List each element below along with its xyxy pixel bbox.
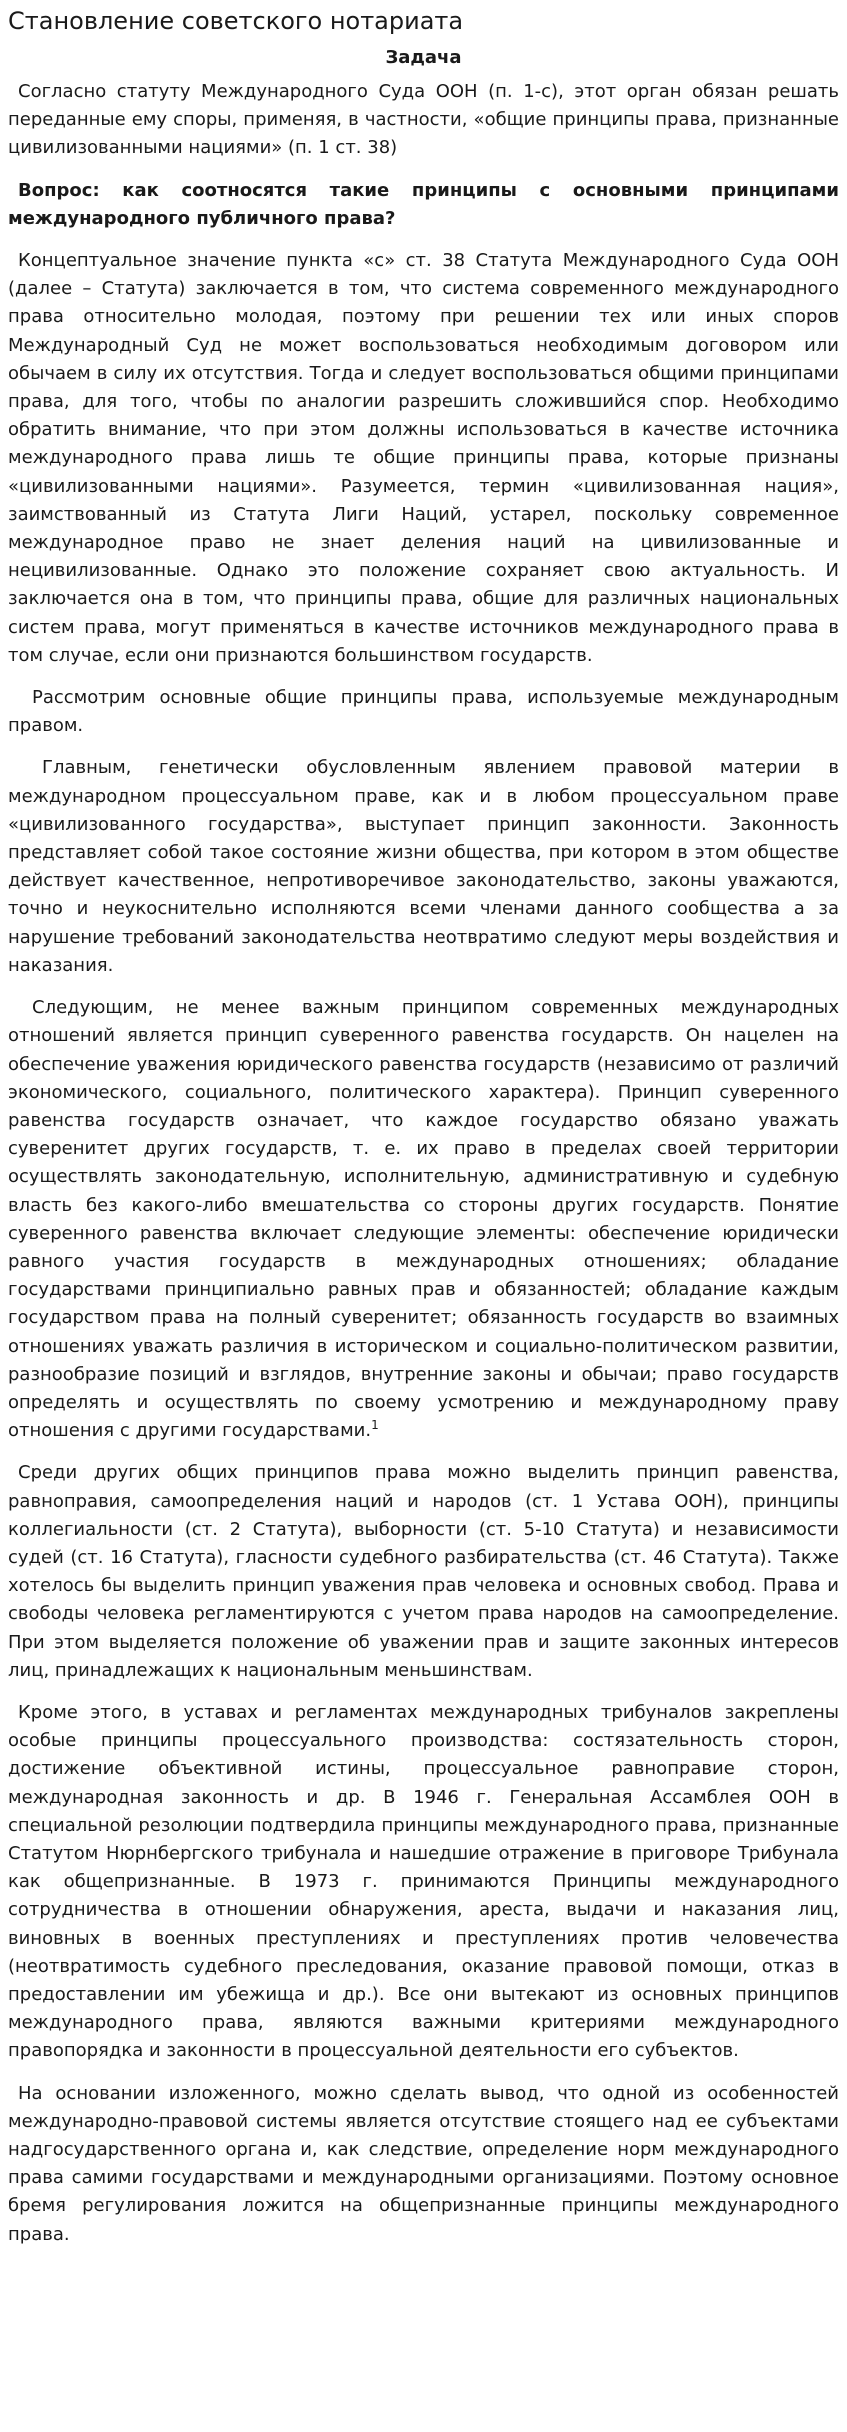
task-statement: Согласно статуту Международного Суда ООН (п. 1-с), этот орган обязан решать переданные ему споры, применяя, в частности, «общие принципы права, признанные цивилизованными нациями» (п. 1 ст. 38) [8, 81, 839, 159]
paragraph-concept: Концептуальное значение пункта «с» ст. 38 Статута Международного Суда ООН (далее – Статута) заключается в том, что система современного международного права относительно молодая, поэтому при решении тех или иных споров Международный Суд не может воспользоваться необходимым договором или обычаем в силу их отсутствия. Тогда и следует воспользоваться общими принципами права, для того, чтобы по аналогии разрешить сложившийся спор. Необходимо обратить внимание, что при этом должны использоваться в качестве источника международного права лишь те общие принципы права, которые признаны «цивилизованными нациями». Разумеется, термин «цивилизованная нация», заимствованный из Статута Лиги Наций, устарел, поскольку современное международное право не знает деления наций на цивилизованные и нецивилизованные. Однако это положение сохраняет свою актуальность. И заключается она в том, что принципы права, общие для различных национальных систем права, могут применяться в качестве источников международного права в том случае, если они признаются большинством государств. [8, 250, 839, 666]
task-question: Вопрос: как соотносятся такие принципы с основными принципами международного публичного права? [8, 179, 839, 229]
paragraph-intro-principles: Рассмотрим основные общие принципы права, используемые международным правом. [8, 687, 839, 737]
paragraph-legality: Главным, генетически обусловленным явлением правовой материи в международном процессуальном праве, как и в любом процессуальном праве «цивилизованного государства», выступает принцип законности. Законность представляет собой такое состояние жизни общества, при котором в этом обществе действует качественное, непротиворечивое законодательство, законы уважаются, точно и неукоснительно исполняются всеми членами данного сообщества а за нарушение требований законодательства неотвратимо следуют меры воздействия и наказания. [8, 757, 839, 976]
paragraph-other-principles: Среди других общих принципов права можно выделить принцип равенства, равноправия, самоопределения наций и народов (ст. 1 Устава ООН), принципы коллегиальности (ст. 2 Статута), выборности (ст. 5-10 Статута) и независимости судей (ст. 16 Статута), гласности судебного разбирательства (ст. 46 Статута). Также хотелось бы выделить принцип уважения прав человека и основных свобод. Права и свободы человека регламентируются с учетом права народов на самоопределение. При этом выделяется положение об уважении прав и защите законных интересов лиц, принадлежащих к национальным меньшинствам. [8, 1462, 839, 1681]
paragraph-conclusion: На основании изложенного, можно сделать вывод, что одной из особенностей международно-правовой системы является отсутствие стоящего над ее субъектами надгосударственного органа и, как следствие, определение норм международного права самими государствами и международными организациями. Поэтому основное бремя регулирования ложится на общепризнанные принципы международного права. [8, 2082, 839, 2245]
paragraph-tribunals: Кроме этого, в уставах и регламентах международных трибуналов закреплены особые принципы процессуального производства: состязательность сторон, достижение объективной истины, процессуальное равноправие сторон, международная законность и др. В 1946 г. Генеральная Ассамблея ООН в специальной резолюции подтвердила принципы международного права, признанные Статутом Нюрнбергского трибунала и нашедшие отражение в приговоре Трибунала как общепризнанные. В 1973 г. принимаются Принципы международного сотрудничества в отношении обнаружения, ареста, выдачи и наказания лиц, виновных в военных преступлениях и преступлениях против человечества (неотвратимость судебного преследования, оказание правовой помощи, отказ в предоставлении им убежища и др.). Все они вытекают из основных принципов международного права, являются важными критериями международного правопорядка и законности в процессуальной деятельности его субъектов. [8, 1701, 839, 2062]
paragraph-sovereign-equality-text: Следующим, не менее важным принципом современных международных отношений является принцип суверенного равенства государств. Он нацелен на обеспечение уважения юридического равенства государств (независимо от различий экономического, социального, политического характера). Принцип суверенного равенства государств означает, что каждое государство обязано уважать суверенитет других государств, т. е. их право в пределах своей территории осуществлять законодательную, исполнительную, административную и судебную власть без какого-либо вмешательства со стороны других государств. Понятие суверенного равенства включает следующие элементы: обеспечение юридически равного участия государств в международных отношениях; обладание государствами принципиально равных прав и обязанностей; обладание каждым государством права на полный суверенитет; обязанность государств во взаимных отношениях уважать различия в историческом и социально-политическом развитии, разнообразие позиций и взглядов, внутренние законы и обычаи; право государств определять и осуществлять по своему усмотрению и международному праву отношения с другими государствами. [8, 997, 839, 1442]
task-heading: Задача [385, 47, 462, 68]
page-title: Становление советского нотариата [8, 7, 464, 35]
footnote-marker[interactable]: 1 [371, 1418, 379, 1433]
paragraph-sovereign-equality [8, 994, 839, 1445]
